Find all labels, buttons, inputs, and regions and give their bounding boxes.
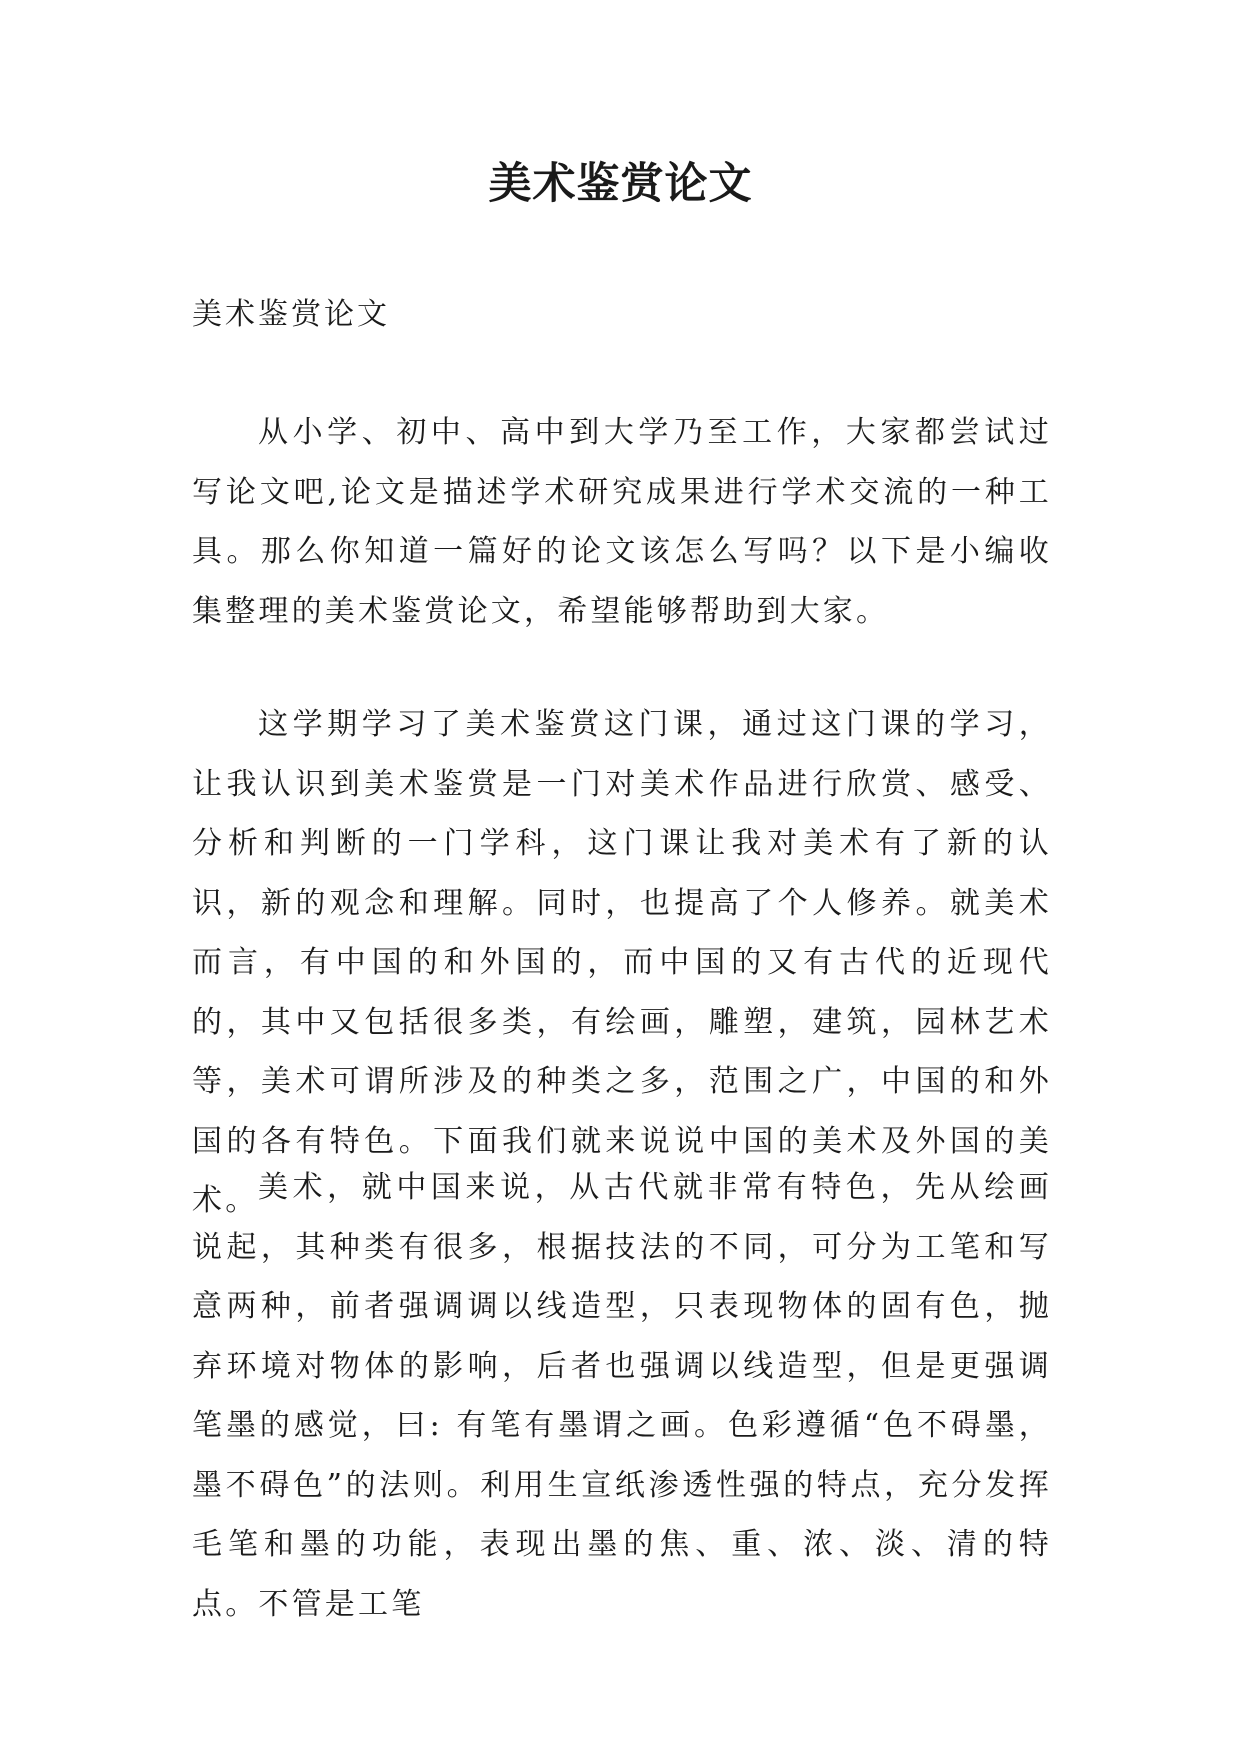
paragraph-intro: 从小学、初中、高中到大学乃至工作，大家都尝试过写论文吧,论文是描述学术研究成果进行学术交流的一种工具。那么你知道一篇好的论文该怎么写吗？以下是小编收集整理的美术鉴赏论文，希望能够帮助到大家。 bbox=[192, 415, 1052, 629]
paragraph-course: 这学期学习了美术鉴赏这门课，通过这门课的学习，让我认识到美术鉴赏是一门对美术作品进行欣赏、感受、分析和判断的一门学科，这门课让我对美术有了新的认识，新的观念和理解。同时，也提高了个人修养。就美术而言，有中国的和外国的，而中国的又有古代的近现代的，其中又包括很多类，有绘画，雕塑，建筑，园林艺术等，美术可谓所涉及的种类之多，范围之广，中国的和外国的各有特色。下面我们就来说说中国的美术及外国的美术。 bbox=[192, 707, 1052, 1218]
document-subtitle: 美术鉴赏论文 bbox=[192, 297, 390, 332]
document-title: 美术鉴赏论文 bbox=[488, 159, 753, 209]
paragraph-chinese-painting: 美术，就中国来说，从古代就非常有特色，先从绘画说起，其种类有很多，根据技法的不同，可分为工笔和写意两种，前者强调调以线造型，只表现物体的固有色，抛弃环境对物体的影响，后者也强调以线造型，但是更强调笔墨的感觉，曰: 有笔有墨谓之画。色彩遵循“色不碍墨，墨不碍色”的法则。利用生宣纸渗透性强的特点，充分发挥毛笔和墨的功能，表现出墨的焦、重、浓、淡、清的特点。不管是工笔 bbox=[192, 1170, 1052, 1622]
